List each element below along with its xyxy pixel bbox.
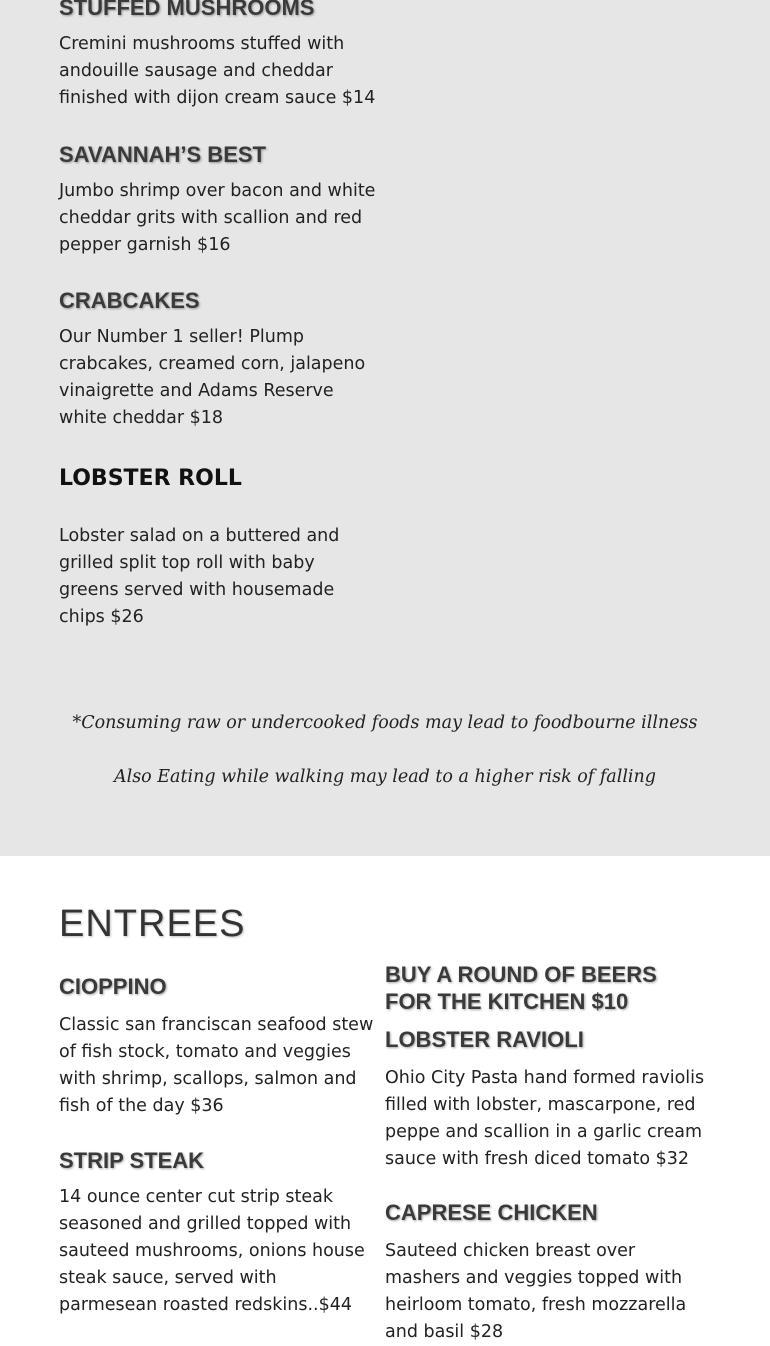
item-title: SAVANNAH’S BEST [59,142,266,167]
item-title: STRIP STEAK [59,1148,205,1173]
item-description: Lobster salad on a buttered and grilled split top roll with baby greens served with housemade chips $26 [59,526,340,627]
menu-item-lobster-roll [59,465,379,631]
item-title: CRABCAKES [59,288,200,313]
section-heading: ENTREES [59,903,246,945]
item-description: Sauteed chicken breast over mashers and veggies topped with heirloom tomato, fresh mozzarella and basil $28 [385,1241,687,1342]
menu-item-strip-steak [59,1147,374,1319]
item-description: Cremini mushrooms stuffed with andouille sausage and cheddar finished with dijon cream sauce $14 [59,34,376,108]
menu-item-caprese-chicken [385,1199,715,1346]
menu-item-stuffed-mushrooms [59,0,379,112]
item-description: Ohio City Pasta hand formed raviolis filled with lobster, mascarpone, red peppe and scallion in a garlic cream sauce with fresh diced tomato $32 [385,1068,705,1169]
menu-item-savannahs-best [59,141,379,259]
menu-item-crabcakes [59,287,379,432]
item-description: 14 ounce center cut strip steak seasoned and grilled topped with sauteed mushrooms, onions house steak sauce, served with parmesean roasted redskins..$44 [59,1187,365,1315]
menu-item-lobster-ravioli [385,1026,715,1173]
promo-buy-beers [385,961,715,1015]
item-description: Jumbo shrimp over bacon and white cheddar grits with scallion and red pepper garnish $16 [59,181,376,255]
item-title: LOBSTER ROLL [59,466,242,491]
item-title: CIOPPINO [59,974,167,999]
item-description: Our Number 1 seller! Plump crabcakes, creamed corn, jalapeno vinaigrette and Adams Reserve white cheddar $18 [59,327,366,428]
item-title: STUFFED MUSHROOMS [59,0,315,20]
item-title: LOBSTER RAVIOLI [385,1027,584,1052]
promo-title: BUY A ROUND OF BEERS FOR THE KITCHEN $10 [385,962,657,1014]
disclaimer-raw-food: *Consuming raw or undercooked foods may lead to foodbourne illness [72,713,698,733]
menu-item-cioppino [59,973,374,1120]
disclaimer-walking: Also Eating while walking may lead to a higher risk of falling [113,767,657,787]
item-title: CAPRESE CHICKEN [385,1200,598,1225]
item-description: Classic san franciscan seafood stew of fish stock, tomato and veggies with shrimp, scallops, salmon and fish of the day $36 [59,1015,374,1116]
